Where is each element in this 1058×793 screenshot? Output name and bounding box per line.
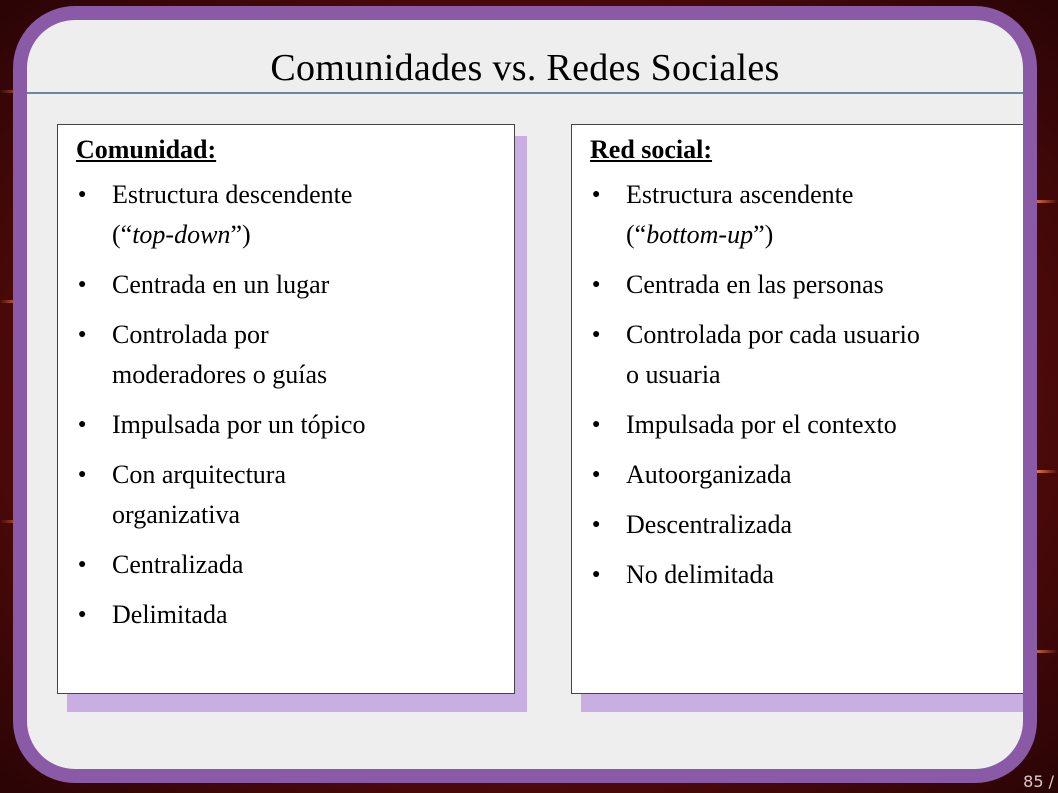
list-item: ● Con arquitectura organizativa (76, 455, 496, 535)
list-item: ● Delimitada (76, 595, 496, 635)
bullet-icon: ● (592, 567, 601, 582)
title-divider (27, 92, 1023, 94)
slide-frame (13, 6, 1037, 783)
bullet-icon: ● (592, 467, 601, 482)
bullet-icon: ● (592, 187, 601, 202)
list-item: ● Impulsada por el contexto (590, 405, 1008, 445)
list-item: ● Descentralizada (590, 505, 1008, 545)
list-item: ● Controlada por moderadores o guías (76, 315, 496, 395)
bullet-icon: ● (78, 417, 87, 432)
red-social-heading: Red social: (590, 135, 713, 164)
bullet-icon: ● (78, 557, 87, 572)
bullet-icon: ● (592, 417, 601, 432)
slide-number: 85 / (1023, 772, 1054, 791)
list-item: ● Centrada en las personas (590, 265, 1008, 305)
bullet-icon: ● (78, 607, 87, 622)
red-social-list (590, 175, 1008, 595)
list-item: ● Centralizada (76, 545, 496, 585)
red-social-box (571, 124, 1027, 694)
bullet-icon: ● (78, 187, 87, 202)
bullet-icon: ● (592, 517, 601, 532)
list-item: ● Estructura ascendente (“bottom-up”) (590, 175, 1008, 255)
list-item: ● Centrada en un lugar (76, 265, 496, 305)
bullet-icon: ● (592, 277, 601, 292)
comunidad-list (76, 175, 496, 635)
list-item: ● Estructura descendente (“top-down”) (76, 175, 496, 255)
list-item: ● Impulsada por un tópico (76, 405, 496, 445)
bullet-icon: ● (78, 327, 87, 342)
bullet-icon: ● (78, 277, 87, 292)
comunidad-box (57, 124, 515, 694)
list-item: ● Autoorganizada (590, 455, 1008, 495)
slide-title: Comunidades vs. Redes Sociales (270, 47, 780, 89)
bullet-icon: ● (592, 327, 601, 342)
comunidad-heading: Comunidad: (76, 135, 217, 164)
list-item: ● Controlada por cada usuario o usuaria (590, 315, 1008, 395)
list-item: ● No delimitada (590, 555, 1008, 595)
bullet-icon: ● (78, 467, 87, 482)
